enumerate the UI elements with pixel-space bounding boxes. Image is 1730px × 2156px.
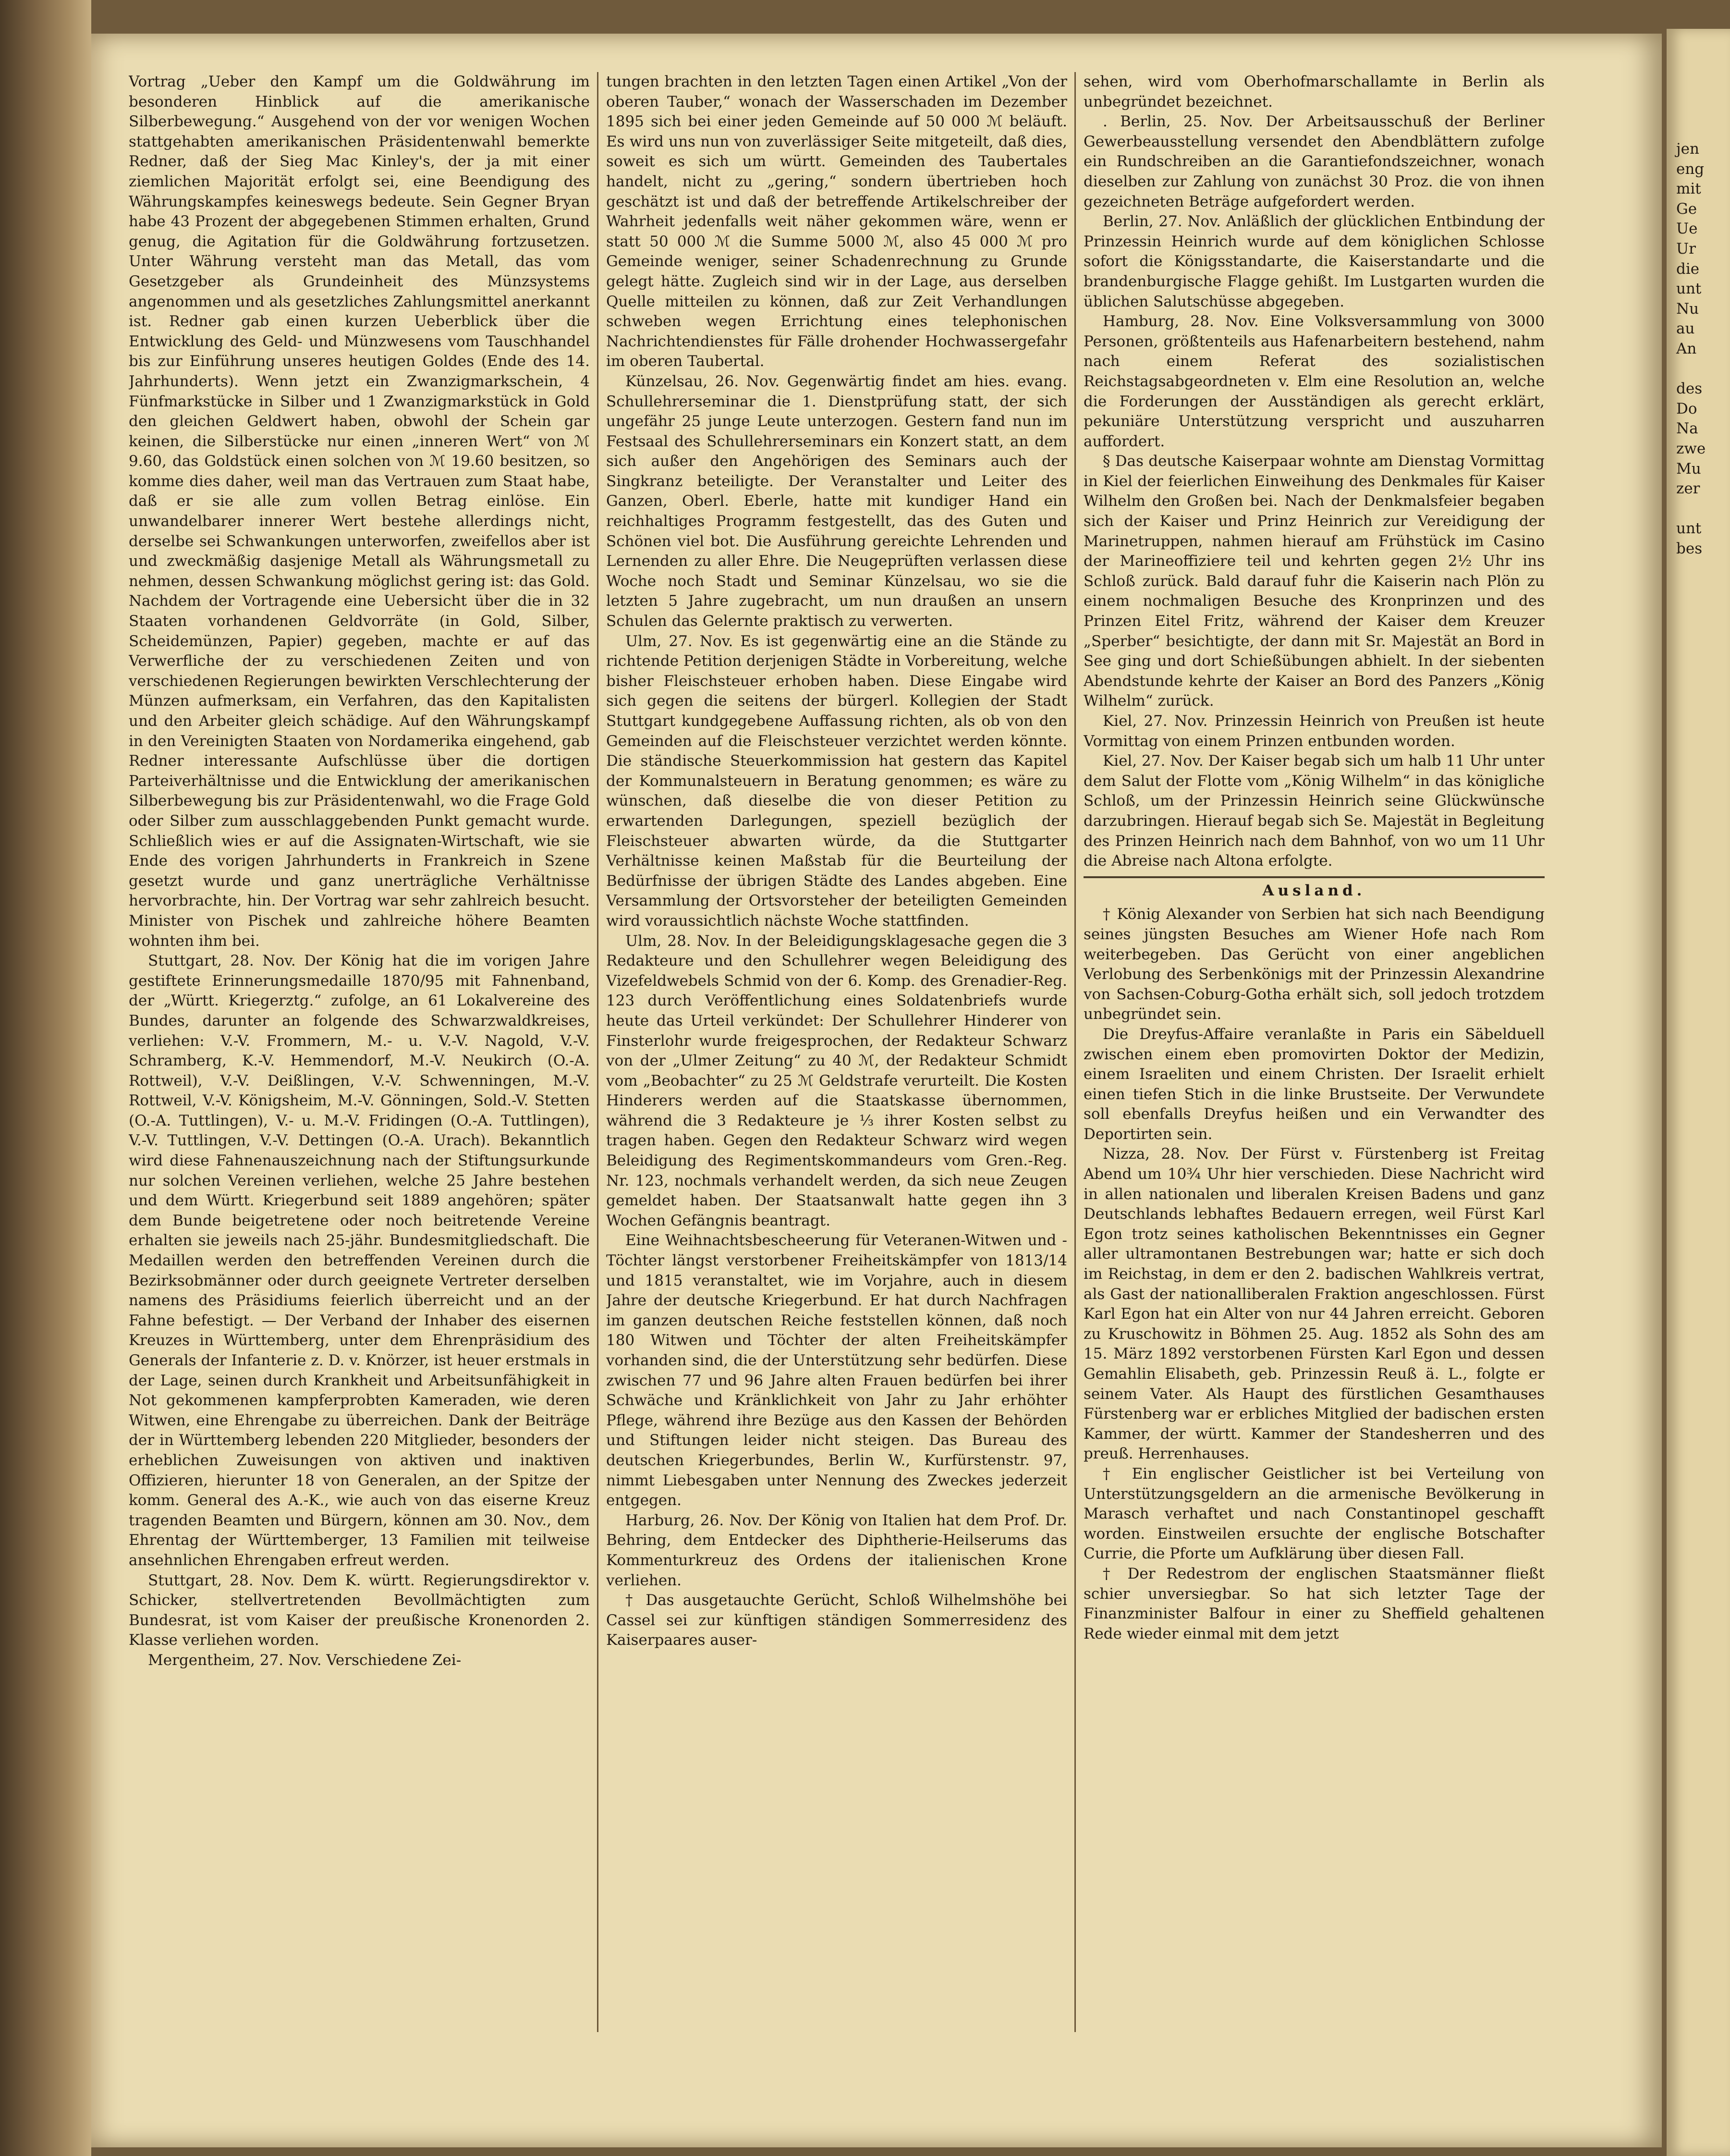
text-fragment: unt <box>1676 280 1702 298</box>
section-heading-ausland: Ausland. <box>1262 882 1366 899</box>
paragraph: Berlin, 27. Nov. Anläßlich der glücklichen Entbindung der Prinzessin Heinrich wurde auf dem königlichen Schlosse sofort die Königsstandarte, die Kaiserstandarte und die brandenburgische Flagge gehißt. Im Lustgarten wurden die üblichen Salutschüsse abgegeben. <box>1084 213 1545 310</box>
paragraph: † Das ausgetauchte Gerücht, Schloß Wilhelmshöhe bei Cassel sei zur künftigen ständigen Sommerresidenz des Kaiserpaares auser- <box>606 1592 1067 1649</box>
paragraph: Mergentheim, 27. Nov. Verschiedene Zei- <box>148 1651 462 1669</box>
paragraph: Künzelsau, 26. Nov. Gegenwärtig findet am hies. evang. Schullehrerseminar die 1. Dienstprüfung statt, der sich ungefähr 25 junge Leute unterzogen. Gestern fand nun im Festsaal des Schullehrerseminars ein Konzert statt, an dem sich außer den Angehörigen des Seminars auch der Singkranz beteiligte. Der Veranstalter und Leiter des Ganzen, Oberl. Eberle, hatte mit kundiger Hand ein reichhaltiges Programm festgestellt, das des Guten und Schönen viel bot. Die Ausführung gereichte Lehrenden und Lernenden zu aller Ehre. Die Neugeprüften verlassen diese Woche noch Stadt und Seminar Künzelsau, wo sie die letzten 5 Jahre zugebracht, um nun draußen an unsern Schulen das Gelernte praktisch zu verwerten. <box>606 372 1067 630</box>
column-rule-2 <box>1074 72 1076 2032</box>
article-column-1 <box>129 72 590 2032</box>
paragraph: Ulm, 27. Nov. Es ist gegenwärtig eine an die Stände zu richtende Petition derjenigen Städte in Vorbereitung, welche bisher Fleischsteuer erhoben haben. Diese Eingabe wird sich gegen die seitens der bürgerl. Kollegien der Stadt Stuttgart kundgegebene Auffassung richten, als ob von den Gemeinden auf die Fleischsteuer verzichtet werden könnte. Die ständische Steuerkommission hat gestern das Kapitel der Kommunalsteuern in Beratung genommen; es wäre zu wünschen, daß dieselbe die von dieser Petition zu erwartenden Darlegungen, speziell bezüglich der Fleischsteuer abwarten würde, da die Stuttgarter Verhältnisse keinen Maßstab für die Beurteilung der Bedürfnisse der übrigen Städte des Landes abgeben. Eine Versammlung der Ortsvorsteher der beteiligten Gemeinden wird voraussichtlich nächste Woche stattfinden. <box>606 632 1067 930</box>
text-fragment: Mu <box>1676 460 1701 478</box>
text-fragment <box>1667 499 1706 519</box>
paragraph: . Berlin, 25. Nov. Der Arbeitsausschuß der Berliner Gewerbeausstellung versendet den Abendblättern zufolge ein Rundschreiben an die Garantiefondszeichner, wonach dieselben zur Zahlung von zunächst 30 Proz. die von ihnen gezeichneten Beträge aufgefordert werden. <box>1084 113 1545 210</box>
paragraph: tungen brachten in den letzten Tagen einen Artikel „Von der oberen Tauber,“ wonach der Wasserschaden im Dezember 1895 sich bei einer jeden Gemeinde auf 50 000 ℳ beläuft. Es wird uns nun von zuverlässiger Seite mitgeteilt, daß dies, soweit es sich um württ. Gemeinden des Taubertales handelt, nicht zu „gering,“ sondern übertrieben hoch geschätzt ist und daß der betreffende Artikelschreiber der Wahrheit jedenfalls weit näher gekommen wäre, wenn er statt 50 000 ℳ die Summe 5000 ℳ, also 45 000 ℳ pro Gemeinde weniger, seiner Schadenrechnung zu Grunde gelegt hätte. Zugleich sind wir in der Lage, aus derselben Quelle mitteilen zu können, daß zur Zeit Verhandlungen schweben wegen Errichtung eines telephonischen Nachrichtendienstes für Fälle drohender Hochwassergefahr im oberen Taubertal. <box>606 73 1067 370</box>
book-spine-edge <box>0 0 91 2156</box>
paragraph: Die Dreyfus-Affaire veranlaßte in Paris ein Säbelduell zwischen einem eben promovirten Doktor der Medizin, einem Israeliten und einem Christen. Der Israelit erhielt einen tiefen Stich in die linke Brustseite. Der Verwundete soll ebenfalls Dreyfus heißen und ein Verwandter des Deportirten sein. <box>1084 1025 1545 1143</box>
paragraph: † Ein englischer Geistlicher ist bei Verteilung von Unterstützungsgeldern an die armenische Bevölkerung in Marasch verhaftet und nach Constantinopel geschafft worden. Einstweilen ersuchte der englische Botschafter Currie, die Pforte um Aufklärung über diesen Fall. <box>1084 1465 1545 1563</box>
paragraph: † Der Redestrom der englischen Staatsmänner fließt schier unversiegbar. So hat sich letzter Tage der Finanzminister Balfour in einer zu Sheffield gehaltenen Rede wieder einmal mit dem jetzt <box>1084 1565 1545 1642</box>
text-fragment: Ge <box>1676 200 1697 218</box>
paragraph: sehen, wird vom Oberhofmarschallamte in Berlin als unbegründet bezeichnet. <box>1084 73 1545 110</box>
paragraph: § Das deutsche Kaiserpaar wohnte am Dienstag Vormittag in Kiel der feierlichen Einweihung des Denkmales für Kaiser Wilhelm den Großen bei. Nach der Denkmalsfeier begaben sich der Kaiser und Prinz Heinrich zur Vereidigung der Marinetruppen, nahmen hierauf am Frühstück im Casino der Marineoffiziere teil und kehrten gegen 2½ Uhr ins Schloß zurück. Bald darauf fuhr die Kaiserin nach Plön zu einem nochmaligen Besuche des Kronprinzen und des Prinzen Eitel Fritz, während der Kaiser dem Kreuzer „Sperber“ besichtigte, der dann mit Sr. Majestät an Bord in See ging und dort Schießübungen abhielt. In der siebenten Abendstunde kehrte der Kaiser an Bord des Panzers „König Wilhelm“ zurück. <box>1084 453 1545 710</box>
section-divider <box>1084 876 1545 878</box>
paragraph: Eine Weihnachtsbescheerung für Veteranen-Witwen und -Töchter längst verstorbener Freiheitskämpfer von 1813/14 und 1815 veranstaltet, wie im Vorjahre, auch in diesem Jahre der deutsche Kriegerbund. Er hat durch Nachfragen im ganzen deutschen Reiche feststellen können, daß noch 180 Witwen und Töchter der alten Freiheitskämpfer vorhanden sind, die der Unterstützung sehr bedürfen. Diese zwischen 77 und 96 Jahre alten Frauen bedürfen bei ihrer Schwäche und Kränklichkeit von Jahr zu Jahr erhöhter Pflege, während ihre Bezüge aus den Kassen der Behörden und Stiftungen leider nicht steigen. Das Bureau des deutschen Kriegerbundes, Berlin W., Kurfürstenstr. 97, nimmt Liebesgaben unter Nennung des Zweckes jederzeit entgegen. <box>606 1232 1067 1509</box>
text-fragment: mit <box>1676 180 1701 198</box>
article-column-3 <box>1084 72 1545 2032</box>
paragraph: Harburg, 26. Nov. Der König von Italien hat dem Prof. Dr. Behring, dem Entdecker des Diphtherie-Heilserums das Kommenturkreuz des Ordens der italienischen Krone verliehen. <box>606 1511 1067 1589</box>
text-fragment: au <box>1676 320 1695 338</box>
paragraph: Hamburg, 28. Nov. Eine Volksversammlung von 3000 Personen, größtenteils aus Hafenarbeitern bestehend, nahm nach einem Referat des sozialistischen Reichstagsabgeordneten v. Elm eine Resolution an, welche die Forderungen der Ausständigen als gerecht erklärt, pekuniäre Unterstützung verspricht und auszuharren auffordert. <box>1084 313 1545 450</box>
text-fragment: Na <box>1676 420 1698 438</box>
text-fragment: Ue <box>1676 220 1698 238</box>
column-rule-1 <box>597 72 598 2032</box>
text-fragment: An <box>1676 340 1697 357</box>
paragraph: Stuttgart, 28. Nov. Der König hat die im vorigen Jahre gestiftete Erinnerungsmedaille 1870/95 mit Fahnenband, der „Württ. Kriegerztg.“ zufolge, an 61 Lokalvereine des Bundes, darunter an folgende des Schwarzwaldkreises, verliehen: V.-V. Frommern, M.- u. V.-V. Nagold, V.-V. Schramberg, K.-V. Hemmendorf, M.-V. Neukirch (O.-A. Rottweil), V.-V. Deißlingen, V.-V. Schwenningen, M.-V. Rottweil, V.-V. Königsheim, M.-V. Gönningen, Sold.-V. Stetten (O.-A. Tuttlingen), V.- u. M.-V. Fridingen (O.-A. Tuttlingen), V.-V. Tuttlingen, V.-V. Dettingen (O.-A. Urach). Bekanntlich wird diese Fahnenauszeichnung nach der Stiftungsurkunde nur solchen Vereinen verliehen, welche 25 Jahre bestehen und dem Württ. Kriegerbund seit 1889 angehören; später dem Bunde beigetretene oder noch beitretende Vereine erhalten sie jeweils nach 25-jähr. Bundesmitgliedschaft. Die Medaillen werden den betreffenden Vereinen durch die Bezirksobmänner oder durch geeignete Vertreter derselben namens des Präsidiums feierlich überreicht und an der Fahne befestigt. — Der Verband der Inhaber des eisernen Kreuzes in Württemberg, unter dem Ehrenpräsidium des Generals der Infanterie z. D. v. Knörzer, ist heuer erstmals in der Lage, seinen durch Krankheit und Arbeitsunfähigkeit in Not gekommenen kampferprobten Kameraden, wie deren Witwen, eine Ehrengabe zu überreichen. Dank der Beiträge der in Württemberg lebenden 220 Mitglieder, besonders der erheblichen Zuweisungen von aktiven und inaktiven Offizieren, hierunter 18 von Generalen, an der Spitze der komm. General des A.-K., wie auch von das eiserne Kreuz tragenden Beamten und Bürgern, können am 30. Nov., dem Ehrentag der Württemberger, 13 Familien mit teilweise ansehnlichen Ehrengaben erfreut werden. <box>129 952 590 1569</box>
paragraph: † König Alexander von Serbien hat sich nach Beendigung seines jüngsten Besuches am Wiener Hofe nach Rom weiterbegeben. Das Gerücht von einer angeblichen Verlobung des Serbenkönigs mit der Prinzessin Alexandrine von Sachsen-Coburg-Gotha erhält sich, soll jedoch trotzdem unbegründet sein. <box>1084 906 1545 1023</box>
paragraph: Nizza, 28. Nov. Der Fürst v. Fürstenberg ist Freitag Abend um 10¾ Uhr hier verschieden. Diese Nachricht wird in allen nationalen und liberalen Kreisen Badens und ganz Deutschlands lebhaftes Bedauern erregen, weil Fürst Karl Egon trotz seines katholischen Bekenntnisses ein Gegner aller ultramontanen Bestrebungen war; hatte er sich doch im Reichstag, in dem er den 2. badischen Wahlkreis vertrat, als Gast der nationalliberalen Fraktion angeschlossen. Fürst Karl Egon hat ein Alter von nur 44 Jahren erreicht. Geboren zu Kruschowitz in Böhmen 25. Aug. 1852 als Sohn des am 15. März 1892 verstorbenen Fürsten Karl Egon und dessen Gemahlin Elisabeth, geb. Prinzessin Reuß ä. L., folgte er seinem Vater. Als Haupt des fürstlichen Gesamthauses Fürstenberg war er erbliches Mitglied der badischen ersten Kammer, der württ. Kammer der Standesherren und des preuß. Herrenhauses. <box>1084 1145 1545 1463</box>
paragraph: Stuttgart, 28. Nov. Dem K. württ. Regierungsdirektor v. Schicker, stellvertretenden Bevollmächtigten zum Bundesrat, ist vom Kaiser der preußische Kronenorden 2. Klasse verliehen worden. <box>129 1571 590 1649</box>
text-fragment: Nu <box>1676 300 1699 318</box>
text-fragment: zer <box>1676 480 1700 498</box>
paragraph: Ulm, 28. Nov. In der Beleidigungsklagesache gegen die 3 Redakteure und den Schullehrer wegen Beleidigung des Vizefeldwebels Schmid von der 6. Komp. des Grenadier-Reg. 123 durch Veröffentlichung eines Soldatenbriefs wurde heute das Urteil verkündet: Der Schullehrer Hinderer von Finsterlohr wurde freigesprochen, der Redakteur Schwarz von der „Ulmer Zeitung“ zu 40 ℳ, der Redakteur Schmidt vom „Beobachter“ zu 25 ℳ Geldstrafe verurteilt. Die Kosten Hinderers werden auf die Staatskasse übernommen, während die 3 Redakteure je ⅓ ihrer Kosten selbst zu tragen haben. Gegen den Redakteur Schwarz wird wegen Beleidigung des Regimentskommandeurs vom Gren.-Reg. Nr. 123, nochmals verhandelt werden, da sich neue Zeugen gemeldet haben. Der Staatsanwalt hatte gegen ihn 3 Wochen Gefängnis beantragt. <box>606 932 1067 1229</box>
text-fragment: Do <box>1676 400 1697 417</box>
text-fragment: Ur <box>1676 240 1696 257</box>
paragraph: Vortrag „Ueber den Kampf um die Goldwährung im besonderen Hinblick auf die amerikanische Silberbewegung.“ Ausgehend von der vor wenigen Wochen stattgehabten amerikanischen Präsidentenwahl bemerkte Redner, daß der Sieg Mac Kinley's, der ja mit einer ziemlichen Majorität erfolgt sei, eine Beendigung des Währungskampfes keineswegs bedeute. Sein Gegner Bryan habe 43 Prozent der abgegebenen Stimmen erhalten, Grund genug, die Agitation für die Goldwährung fortzusetzen. Unter Währung versteht man das Metall, das vom Gesetzgeber als Grundeinheit des Münzsystems angenommen und als gesetzliches Zahlungsmittel anerkannt ist. Redner gab einen kurzen Ueberblick über die Entwicklung des Geld- und Münzwesens vom Tauschhandel bis zur Einführung unseres heutigen Goldes (Ende des 14. Jahrhunderts). Wenn jetzt ein Zwanzigmarkschein, 4 Fünfmarkstücke in Silber und 1 Zwanzigmarkstück in Gold den gleichen Geldwert haben, obwohl der Schein gar keinen, die Silberstücke nur einen „inneren Wert“ von ℳ 9.60, das Goldstück einen solchen von ℳ 19.60 besitzen, so komme dies daher, weil man das Vertrauen zum Staat habe, daß er sie alle zum vollen Betrag einlöse. Ein unwandelbarer innerer Wert bestehe allerdings nicht, derselbe sei Schwankungen unterworfen, zweifellos aber ist und zweckmäßig dasjenige Metall als Währungsmetall zu nehmen, dessen Schwankung möglichst gering ist: das Gold. Nachdem der Vortragende eine Uebersicht über die in 32 Staaten vorhandenen Geldvorräte (in Gold, Silber, Scheidemünzen, Papier) gegeben, machte er auf das Verwerfliche der zu verschiedenen Zeiten und von verschiedenen Regierungen bewirkten Verschlechterung der Münzen aufmerksam, ein Verfahren, das den Kapitalisten und den Arbeiter gleich schädige. Auf den Währungskampf in den Vereinigten Staaten von Nordamerika eingehend, gab Redner interessante Aufschlüsse über die dortigen Parteiverhältnisse und die Entwicklung der amerikanischen Silberbewegung bis zur Präsidentenwahl, wo die Frage Gold oder Silber zum ausschlaggebenden Punkt gemacht wurde. Schließlich wies er auf die Assignaten-Wirtschaft, wie sie Ende des vorigen Jahrhunderts in Frankreich in Szene gesetzt wurde und ganz unerträgliche Verhältnisse hervorbrachte, hin. Der Vortrag war sehr zahlreich besucht. Minister von Pischek und zahlreiche höhere Beamten wohnten ihm bei. <box>129 73 590 950</box>
adjacent-page-edge <box>1667 29 1730 2156</box>
text-fragment <box>1667 359 1706 380</box>
text-fragment: bes <box>1676 539 1703 557</box>
text-fragment: des <box>1676 380 1703 398</box>
text-fragment: die <box>1676 260 1700 278</box>
text-fragment: eng <box>1676 160 1705 178</box>
paragraph: Kiel, 27. Nov. Prinzessin Heinrich von Preußen ist heute Vormittag von einem Prinzen entbunden worden. <box>1084 712 1545 750</box>
paragraph: Kiel, 27. Nov. Der Kaiser begab sich um halb 11 Uhr unter dem Salut der Flotte vom „König Wilhelm“ in das königliche Schloß, um der Prinzessin Heinrich seine Glückwünsche darzubringen. Hierauf begab sich Se. Majestät in Begleitung des Prinzen Heinrich nach dem Bahnhof, von wo um 11 Uhr die Abreise nach Altona erfolgte. <box>1084 752 1545 870</box>
text-fragment: unt <box>1676 520 1702 538</box>
article-column-2 <box>606 72 1067 2032</box>
text-fragment: jen <box>1676 140 1699 158</box>
text-fragment: zwe <box>1676 440 1706 457</box>
